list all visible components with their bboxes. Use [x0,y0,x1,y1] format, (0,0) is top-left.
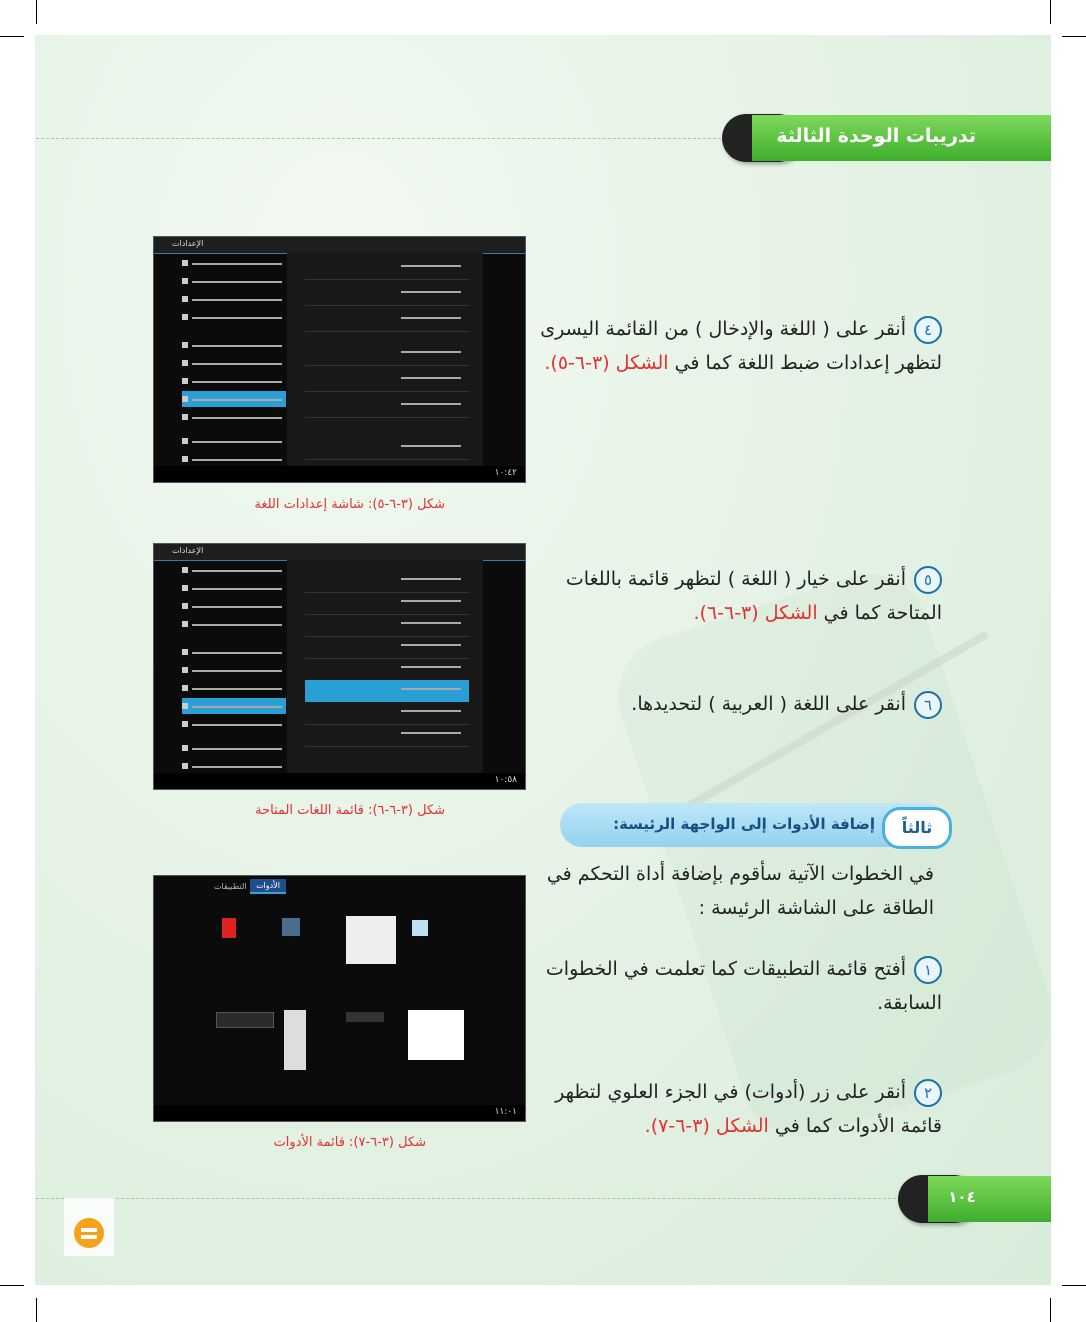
unit-title: تدريبات الوحدة الثالثة [776,125,976,147]
system-bar: ١٠:٥٨ [154,773,525,789]
step-2: ٢أنقر على زر (أدوات) في الجزء العلوي لتظهر قائمة الأدوات كما في الشكل (٣-٦-٧). [538,1075,942,1143]
figure-caption: شكل (٣-٦-٧): قائمة الأدوات [273,1135,426,1150]
step-6: ٦أنقر على اللغة ( العربية ) لتحديدها. [538,687,942,721]
widget-thumbnail[interactable] [282,918,300,936]
figure-caption: شكل (٣-٦-٥): شاشة إعدادات اللغة [254,497,445,512]
tab-widgets[interactable]: الأدوات [250,879,286,894]
widget-thumbnail[interactable] [412,920,428,936]
settings-menu [176,560,286,773]
step-4: ٤أنقر على ( اللغة والإدخال ) من القائمة اليسرى لتظهر إعدادات ضبط اللغة كما في الشكل (٣-٦-٥). [538,312,942,380]
figure-caption: شكل (٣-٦-٦): قائمة اللغات المتاحة [255,803,445,818]
footer-divider [36,1198,906,1199]
intro-paragraph: في الخطوات الآتية سأقوم بإضافة أداة التحكم في الطاقة على الشاشة الرئيسة : [546,863,934,919]
language-input-item[interactable] [182,391,286,407]
settings-menu [176,253,286,466]
section-title: إضافة الأدوات إلى الواجهة الرئيسة: [613,815,875,833]
crop-mark [1050,0,1051,24]
system-bar: ١١:٠١ [154,1105,525,1121]
page-number: ١٠٤ [948,1188,976,1206]
window-title-bar: الإعدادات [154,544,525,561]
step-number: ٦ [914,691,942,719]
figure-language-list [153,543,526,790]
step-1: ١أفتح قائمة التطبيقات كما تعلمت في الخطوات السابقة. [538,952,942,1020]
step-number: ١ [914,956,942,984]
system-bar: ١٠:٤٢ [154,466,525,482]
crop-mark [36,0,37,24]
logo-icon [74,1218,104,1248]
step-number: ٥ [914,566,942,594]
arabic-language-option[interactable] [305,680,469,702]
widget-thumbnail[interactable] [346,916,396,964]
step-number: ٤ [914,316,942,344]
crop-mark [1050,1298,1051,1322]
widgets-tab-bar [154,876,525,898]
widget-thumbnail[interactable] [222,918,236,938]
widget-thumbnail[interactable] [346,1012,384,1022]
language-settings-panel [287,253,483,466]
crop-mark [0,1285,24,1286]
tab-apps[interactable]: التطبيقات [214,882,247,891]
step-5: ٥أنقر على خيار ( اللغة ) لتظهر قائمة باللغات المتاحة كما في الشكل (٣-٦-٦). [538,562,942,630]
figure-reference: الشكل (٣-٦-٧). [644,1115,769,1137]
language-list-panel [287,560,483,773]
step-number: ٢ [914,1079,942,1107]
window-title-bar: الإعدادات [154,237,525,254]
figure-reference: الشكل (٣-٦-٥). [544,352,669,374]
crop-mark [1062,1285,1086,1286]
crop-mark [1062,36,1086,37]
section-badge: ثالثاً [882,807,952,849]
widget-thumbnail[interactable] [284,1010,306,1070]
crop-mark [0,36,24,37]
figure-language-settings [153,236,526,483]
power-control-widget[interactable] [216,1012,274,1028]
crop-mark [36,1298,37,1322]
language-input-item[interactable] [182,698,286,714]
figure-reference: الشكل (٣-٦-٦). [693,602,818,624]
figure-widgets-list [153,875,526,1122]
header-divider [36,138,726,139]
publisher-logo [64,1198,114,1256]
widget-thumbnail[interactable] [408,1010,464,1060]
